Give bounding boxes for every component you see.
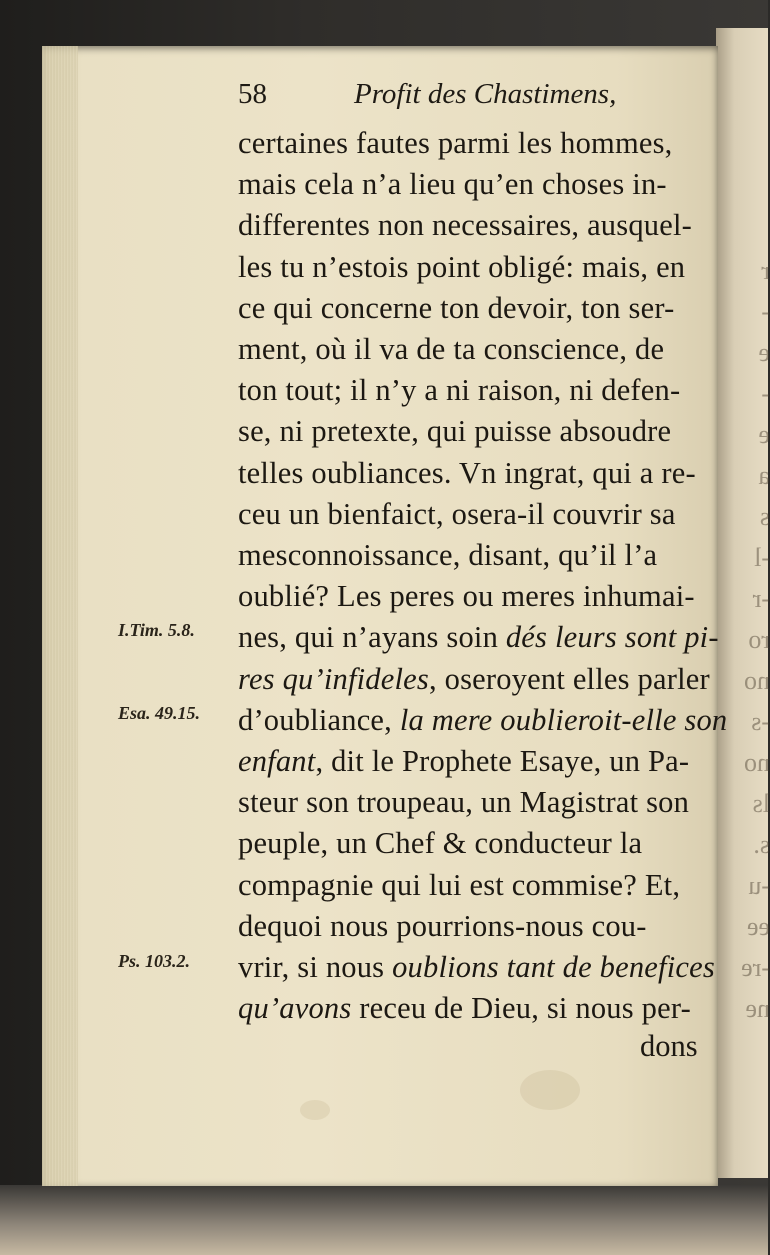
facing-page: [716, 28, 768, 1178]
text-line: [238, 946, 715, 988]
text-line: [238, 452, 710, 494]
line-text: peuple, un Chef & conducteur la: [238, 826, 643, 861]
line-text: differentes non necessaires, ausquel-: [238, 208, 692, 243]
bleed-through-char: ne: [745, 994, 770, 1023]
bleed-through-char: -: [761, 379, 770, 408]
text-line: [238, 246, 710, 288]
text-line: [238, 616, 719, 658]
line-text: nes, qui n’ayans soin: [238, 620, 506, 655]
line-text: mesconnoissance, disant, qu’il l’a: [238, 538, 658, 572]
text-line: [238, 328, 710, 370]
italic-text: la mere oublieroit-elle son: [399, 702, 728, 737]
bleed-through-char: e: [758, 338, 770, 367]
line-text: se, ni pretexte, qui puisse absoudre: [238, 414, 672, 449]
page-stain: [300, 1100, 330, 1120]
text-line: [238, 905, 710, 947]
text-line: [238, 822, 710, 864]
text-line: [238, 575, 710, 617]
text-line: [238, 369, 710, 411]
text-line: [238, 740, 710, 782]
line-text: dequoi nous pourrions-nous cou-: [238, 908, 647, 943]
catchword: dons: [640, 1029, 698, 1063]
line-text: d’oubliance,: [238, 702, 400, 737]
bleed-through-char: s.: [753, 830, 770, 859]
bleed-through-char: ls: [752, 789, 770, 818]
italic-text: enfant: [238, 744, 316, 778]
line-text: mais cela n’a lieu qu’en choses in-: [238, 167, 667, 202]
page-header: [238, 78, 708, 122]
line-text: les tu n’estois point obligé: mais, en: [238, 249, 686, 284]
text-line: [238, 534, 710, 576]
margin-note-reference: Esa. 49.15.: [118, 703, 201, 723]
page-number: 58: [238, 78, 267, 110]
bleed-through-char: a: [758, 461, 770, 490]
text-line: [238, 987, 710, 1029]
line-text: , dit le Prophete Esaye, un Pa-: [315, 744, 690, 778]
text-line: [238, 864, 710, 906]
bleed-through-char: no: [744, 748, 770, 777]
line-text: receu de Dieu, si nous per-: [351, 991, 691, 1026]
text-line: [238, 658, 710, 700]
bleed-through-char: -s: [751, 707, 770, 736]
line-text: oublié? Les peres ou meres inhumai-: [238, 579, 695, 614]
text-line: [238, 204, 710, 246]
line-text: compagnie qui lui est commise? Et,: [238, 867, 681, 902]
bleed-through-char: no: [744, 666, 770, 695]
page-stain: [520, 1070, 580, 1110]
text-line: [238, 163, 710, 205]
line-text: ton tout; il n’y a ni raison, ni defen-: [238, 373, 681, 408]
bleed-through-char: e: [758, 420, 770, 449]
bleed-through-char: r: [761, 256, 770, 285]
italic-text: oublions tant de benefices: [392, 950, 715, 984]
running-title: Profit des Chastimens,: [354, 78, 617, 110]
line-text: , oseroyent elles parler: [428, 661, 710, 696]
bleed-through-char: ee: [746, 912, 770, 941]
book-cover-edge: [0, 1185, 768, 1255]
bleed-through-char: ro: [748, 625, 770, 654]
bleed-through-char: s: [759, 502, 770, 531]
line-text: ce qui concerne ton devoir, ton ser-: [238, 290, 675, 325]
line-text: ceu un bienfaict, osera-il couvrir sa: [238, 496, 676, 531]
text-line: [238, 410, 710, 452]
line-text: ment, où il va de ta conscience, de: [238, 332, 665, 366]
bleed-through-char: -re: [741, 953, 770, 982]
margin-note-reference: Ps. 103.2.: [118, 951, 190, 971]
italic-text: qu’avons: [238, 991, 352, 1026]
line-text: steur son troupeau, un Magistrat son: [238, 785, 690, 820]
text-line: [238, 781, 710, 823]
italic-text: res qu’infideles: [238, 661, 429, 696]
bleed-through-char: -l: [754, 543, 770, 572]
italic-text: dés leurs sont pi-: [505, 620, 719, 655]
line-text: certaines fautes parmi les hommes,: [238, 126, 673, 160]
bleed-through-char: -u: [748, 871, 770, 900]
text-line: [238, 122, 710, 164]
text-line: [238, 493, 710, 535]
margin-note-reference: I.Tim. 5.8.: [118, 620, 195, 640]
text-line: [238, 287, 710, 329]
text-line: [238, 699, 728, 741]
line-text: vrir, si nous: [238, 950, 393, 984]
bleed-through-char: -: [761, 297, 770, 326]
bleed-through-char: -r: [752, 584, 770, 613]
line-text: telles oubliances. Vn ingrat, qui a re-: [238, 455, 696, 490]
page-gutter: [42, 46, 78, 1186]
